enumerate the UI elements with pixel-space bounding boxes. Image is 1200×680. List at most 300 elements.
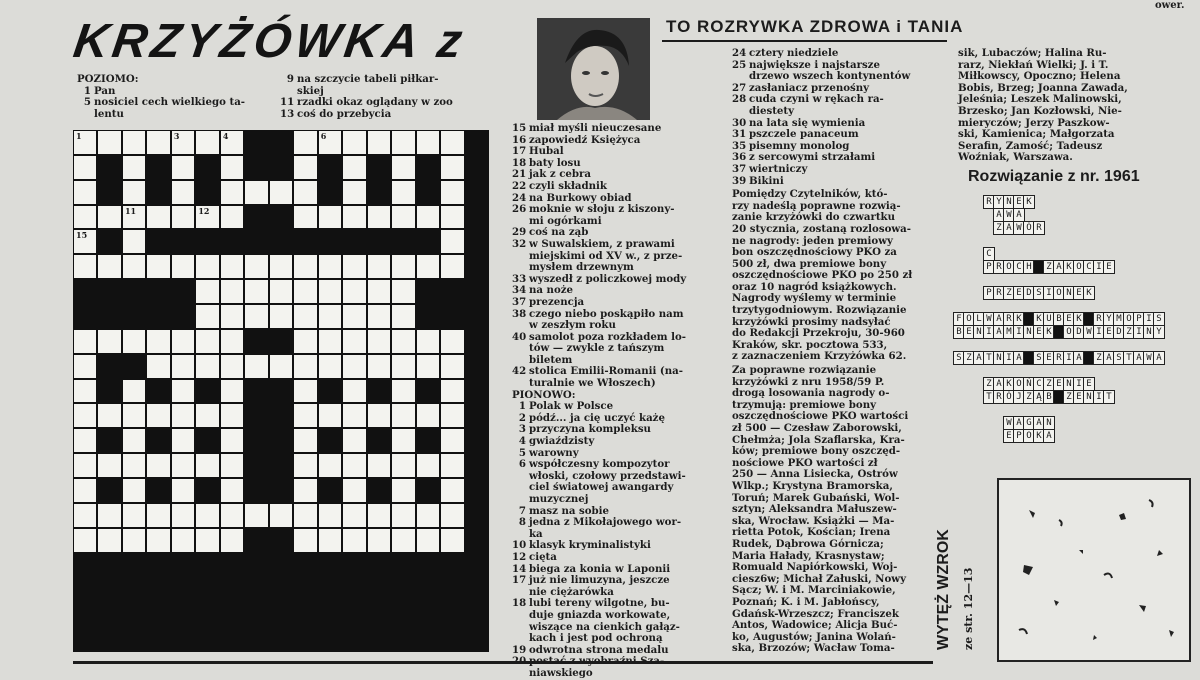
grid-cell[interactable]: [270, 181, 292, 204]
solution-cell: S: [1033, 351, 1045, 365]
solution-cell: W: [1013, 221, 1025, 235]
grid-cell[interactable]: [417, 131, 439, 154]
grid-cell[interactable]: [221, 280, 243, 303]
grid-cell[interactable]: [221, 156, 243, 179]
grid-cell[interactable]: [221, 355, 243, 378]
solution-cell: R: [993, 286, 1005, 300]
solution-cell: A: [993, 325, 1005, 339]
grid-cell[interactable]: [221, 255, 243, 278]
grid-cell[interactable]: [368, 330, 390, 353]
grid-cell[interactable]: [294, 181, 316, 204]
solution-cell: D: [1113, 325, 1125, 339]
grid-cell[interactable]: [417, 206, 439, 229]
grid-cell[interactable]: [392, 156, 414, 179]
grid-cell[interactable]: [172, 330, 194, 353]
solution-cell: R: [1093, 312, 1105, 326]
grid-cell[interactable]: [368, 206, 390, 229]
solution-cell: B: [1043, 390, 1055, 404]
clue-number: 38: [512, 307, 527, 320]
solution-cell: J: [1013, 390, 1025, 404]
clue-text: odwrotna strona medalu: [529, 643, 669, 656]
clue-text: Pan: [94, 84, 116, 97]
grid-cell[interactable]: [147, 355, 169, 378]
grid-cell[interactable]: [319, 255, 341, 278]
grid-cell[interactable]: [417, 454, 439, 477]
solution-cell: I: [1013, 325, 1025, 339]
grid-cell[interactable]: [343, 504, 365, 527]
grid-cell[interactable]: [392, 454, 414, 477]
clue-number: 8: [518, 516, 526, 529]
grid-cell[interactable]: [319, 330, 341, 353]
grid-cell[interactable]: [221, 380, 243, 403]
grid-cell[interactable]: [368, 504, 390, 527]
grid-cell[interactable]: [196, 404, 218, 427]
solution-cell: A: [1053, 260, 1065, 274]
grid-cell[interactable]: [221, 479, 243, 502]
grid-cell[interactable]: [74, 131, 96, 154]
grid-cell[interactable]: [441, 181, 463, 204]
grid-cell[interactable]: [123, 330, 145, 353]
grid-cell[interactable]: [74, 255, 96, 278]
winners-line: sztyn; Aleksandra Małuszew-: [732, 503, 897, 516]
grid-cell[interactable]: [294, 206, 316, 229]
grid-cell[interactable]: [74, 355, 96, 378]
grid-cell[interactable]: [368, 355, 390, 378]
grid-cell[interactable]: [74, 529, 96, 552]
solution-cell: C: [1033, 377, 1045, 391]
grid-cell[interactable]: [123, 404, 145, 427]
grid-cell[interactable]: [245, 280, 267, 303]
grid-cell[interactable]: [294, 280, 316, 303]
grid-cell[interactable]: [319, 280, 341, 303]
grid-cell[interactable]: [196, 504, 218, 527]
grid-cell[interactable]: [245, 255, 267, 278]
winners-line: ków; premiowe bony oszczęd-: [732, 445, 901, 458]
grid-cell[interactable]: [294, 355, 316, 378]
solution-cell: E: [1073, 286, 1085, 300]
grid-cell[interactable]: [368, 305, 390, 328]
grid-cell[interactable]: [368, 280, 390, 303]
grid-cell[interactable]: [343, 380, 365, 403]
grid-cell[interactable]: [98, 454, 120, 477]
grid-cell[interactable]: [392, 305, 414, 328]
grid-cell[interactable]: [319, 529, 341, 552]
clue-text: czyli składnik: [529, 179, 607, 192]
solution-cell: O: [1073, 260, 1085, 274]
solution-cell: D: [1023, 286, 1035, 300]
solution-cell: K: [1033, 429, 1045, 443]
grid-cell[interactable]: [245, 355, 267, 378]
grid-cell[interactable]: [294, 330, 316, 353]
header-rule: [662, 40, 947, 42]
prize-line: Nagrody wyślemy w terminie: [732, 292, 897, 305]
grid-cell[interactable]: [319, 454, 341, 477]
grid-cell[interactable]: [98, 504, 120, 527]
grid-cell[interactable]: [392, 206, 414, 229]
solution-cell: R: [1053, 351, 1065, 365]
grid-cell[interactable]: [417, 255, 439, 278]
clue-text: stolica Emilii-Romanii (na-: [529, 365, 683, 378]
solution-cell: O: [1013, 377, 1025, 391]
grid-cell[interactable]: [417, 404, 439, 427]
winners-line: Za poprawne rozwiązanie: [732, 364, 877, 377]
grid-cell[interactable]: [147, 404, 169, 427]
grid-cell[interactable]: [221, 454, 243, 477]
grid-cell[interactable]: [294, 479, 316, 502]
solution-cell: I: [1093, 325, 1105, 339]
grid-cell[interactable]: [74, 429, 96, 452]
grid-cell[interactable]: [343, 429, 365, 452]
grid-cell[interactable]: [74, 156, 96, 179]
grid-cell[interactable]: [368, 404, 390, 427]
grid-cell[interactable]: [196, 255, 218, 278]
grid-cell[interactable]: [172, 255, 194, 278]
clue-number: 34: [512, 284, 527, 297]
clue-number: 25: [732, 58, 747, 71]
grid-cell[interactable]: [196, 131, 218, 154]
grid-cell[interactable]: [123, 206, 145, 229]
grid-cell[interactable]: [294, 156, 316, 179]
solution-cell: N: [1083, 390, 1095, 404]
grid-cell[interactable]: [319, 131, 341, 154]
grid-cell[interactable]: [343, 181, 365, 204]
grid-cell[interactable]: [343, 529, 365, 552]
grid-cell[interactable]: [294, 255, 316, 278]
solution-cell: O: [1023, 429, 1035, 443]
clue-line: [512, 668, 737, 680]
solution-cell: K: [1063, 260, 1075, 274]
grid-cell[interactable]: [123, 504, 145, 527]
grid-cell[interactable]: [196, 280, 218, 303]
grid-cell[interactable]: [392, 404, 414, 427]
grid-cell[interactable]: [172, 131, 194, 154]
clue-text: wiertniczy: [749, 162, 808, 175]
grid-cell[interactable]: [123, 380, 145, 403]
grid-cell[interactable]: [441, 404, 463, 427]
grid-cell[interactable]: [392, 355, 414, 378]
grid-cell[interactable]: [343, 255, 365, 278]
grid-cell[interactable]: [196, 305, 218, 328]
grid-cell[interactable]: [123, 131, 145, 154]
clue-text: włoski, czołowy przedstawi-: [529, 469, 686, 482]
grid-cell[interactable]: [368, 131, 390, 154]
grid-cell[interactable]: [319, 504, 341, 527]
grid-cell[interactable]: [196, 330, 218, 353]
grid-cell[interactable]: [123, 529, 145, 552]
grid-cell[interactable]: [123, 479, 145, 502]
grid-cell[interactable]: [441, 230, 463, 253]
clue-text: Hubal: [529, 145, 564, 158]
grid-cell[interactable]: [368, 529, 390, 552]
solution-cell: Z: [1093, 351, 1105, 365]
grid-cell[interactable]: [270, 504, 292, 527]
grid-cell[interactable]: [221, 504, 243, 527]
grid-cell[interactable]: [147, 454, 169, 477]
grid-cell[interactable]: [294, 305, 316, 328]
grid-cell[interactable]: [270, 280, 292, 303]
solution-cell: P: [983, 260, 995, 274]
clue-line: [512, 378, 737, 390]
grid-cell[interactable]: [98, 330, 120, 353]
solution-cell: I: [1043, 286, 1055, 300]
grid-cell[interactable]: [172, 429, 194, 452]
grid-cell[interactable]: [123, 156, 145, 179]
grid-cell[interactable]: [319, 206, 341, 229]
grid-cell[interactable]: [270, 355, 292, 378]
clue-text: moknie w słoju z kiszony-: [529, 203, 675, 216]
clue-number: 27: [732, 81, 747, 94]
grid-cell[interactable]: [147, 255, 169, 278]
clue-number: 14: [512, 562, 527, 575]
clue-number: 17: [512, 145, 527, 158]
grid-cell[interactable]: [221, 404, 243, 427]
grid-cell[interactable]: [441, 131, 463, 154]
solution-cell: O: [1053, 286, 1065, 300]
clue-text: niawskiego: [529, 666, 593, 679]
grid-cell[interactable]: [147, 206, 169, 229]
winners-line: trzymują: premiowe bony: [732, 398, 877, 411]
grid-cell[interactable]: [319, 305, 341, 328]
grid-cell[interactable]: [221, 330, 243, 353]
grid-cell[interactable]: [441, 330, 463, 353]
grid-cell[interactable]: [343, 206, 365, 229]
grid-cell[interactable]: [172, 355, 194, 378]
solution-cell: E: [1033, 325, 1045, 339]
solution-cell: R: [993, 390, 1005, 404]
clue-number: 35: [732, 139, 747, 152]
clue-text: mysłem drzewnym: [529, 261, 634, 274]
grid-cell[interactable]: [392, 330, 414, 353]
grid-cell[interactable]: [172, 404, 194, 427]
solution-cell: E: [1103, 260, 1115, 274]
clue-number: 24: [512, 191, 527, 204]
winners-line: Antos, Wadowice; Alicja Buć-: [732, 619, 898, 632]
clues-poziomo-left: [77, 74, 245, 120]
grid-cell[interactable]: [123, 255, 145, 278]
solution-cell: E: [1083, 377, 1095, 391]
grid-cell[interactable]: [417, 355, 439, 378]
clue-number: 16: [512, 133, 527, 146]
grid-cell[interactable]: [441, 355, 463, 378]
grid-cell[interactable]: [441, 380, 463, 403]
grid-cell[interactable]: [123, 454, 145, 477]
grid-cell[interactable]: [417, 529, 439, 552]
grid-cell[interactable]: [221, 206, 243, 229]
grid-cell[interactable]: [221, 305, 243, 328]
grid-cell[interactable]: [98, 255, 120, 278]
grid-cell[interactable]: [441, 479, 463, 502]
grid-cell[interactable]: [74, 380, 96, 403]
grid-cell[interactable]: [319, 404, 341, 427]
grid-cell[interactable]: [343, 404, 365, 427]
clue-number: 42: [512, 365, 527, 378]
grid-cell[interactable]: [392, 131, 414, 154]
grid-cell[interactable]: [294, 404, 316, 427]
grid-cell[interactable]: [74, 206, 96, 229]
grid-cell[interactable]: [74, 454, 96, 477]
grid-cell[interactable]: [172, 206, 194, 229]
grid-cell[interactable]: [294, 529, 316, 552]
grid-cell[interactable]: [343, 280, 365, 303]
clue-number: 5: [83, 96, 91, 109]
clues-column-2: [512, 123, 737, 680]
grid-cell[interactable]: [343, 131, 365, 154]
grid-cell[interactable]: [123, 230, 145, 253]
grid-cell[interactable]: [245, 181, 267, 204]
grid-cell[interactable]: [343, 305, 365, 328]
grid-cell[interactable]: [147, 131, 169, 154]
grid-cell[interactable]: [172, 479, 194, 502]
grid-cell[interactable]: [294, 454, 316, 477]
clue-text: na Burkowy obiad: [529, 191, 632, 204]
grid-cell[interactable]: [441, 156, 463, 179]
grid-cell[interactable]: [343, 479, 365, 502]
grid-cell[interactable]: [441, 429, 463, 452]
grid-cell[interactable]: [98, 404, 120, 427]
solution-cell: I: [1143, 312, 1155, 326]
grid-cell[interactable]: [196, 206, 218, 229]
clue-number: 30: [732, 116, 747, 129]
grid-cell[interactable]: [392, 429, 414, 452]
solution-cell: M: [1113, 312, 1125, 326]
solution-cell: P: [983, 286, 995, 300]
grid-cell[interactable]: [294, 504, 316, 527]
grid-cell[interactable]: [98, 529, 120, 552]
grid-cell[interactable]: [172, 529, 194, 552]
clue-number: 19: [512, 643, 527, 656]
grid-cell[interactable]: [319, 355, 341, 378]
grid-cell[interactable]: [74, 404, 96, 427]
grid-cell[interactable]: [196, 529, 218, 552]
grid-cell[interactable]: [417, 330, 439, 353]
grid-cell[interactable]: [441, 206, 463, 229]
prize-line: z zaznaczeniem Krzyżówka 62.: [732, 350, 907, 363]
winners-line: Miłkowscy, Opoczno; Helena: [958, 70, 1121, 83]
solution-cell: Z: [963, 351, 975, 365]
clue-text: Bikini: [749, 174, 784, 187]
grid-cell[interactable]: [221, 529, 243, 552]
clue-text: diestety: [749, 104, 795, 117]
solution-cell: O: [1063, 325, 1075, 339]
solution-cell: I: [1003, 351, 1015, 365]
grid-cell[interactable]: [74, 330, 96, 353]
grid-cell[interactable]: [172, 380, 194, 403]
solution-cell: A: [1153, 351, 1165, 365]
prize-line: oszczędnościowe PKO po 250 zł: [732, 269, 913, 282]
clue-number: 11: [280, 96, 295, 109]
grid-cell[interactable]: [294, 429, 316, 452]
grid-cell[interactable]: [294, 131, 316, 154]
grid-cell[interactable]: [392, 504, 414, 527]
grid-cell[interactable]: [98, 131, 120, 154]
solution-cell: Z: [983, 377, 995, 391]
solution-cell: P: [1013, 429, 1025, 443]
grid-cell[interactable]: [441, 504, 463, 527]
solution-cell: T: [983, 351, 995, 365]
solution-cell: N: [993, 351, 1005, 365]
grid-cell[interactable]: [123, 181, 145, 204]
grid-cell[interactable]: [147, 504, 169, 527]
grid-cell[interactable]: [392, 380, 414, 403]
grid-cell[interactable]: [245, 305, 267, 328]
grid-cell[interactable]: [270, 305, 292, 328]
solution-cell: N: [1043, 416, 1055, 430]
grid-cell[interactable]: [294, 380, 316, 403]
grid-cell[interactable]: [74, 504, 96, 527]
grid-cell[interactable]: [74, 181, 96, 204]
grid-cell[interactable]: [441, 454, 463, 477]
solution-cell: Z: [1123, 325, 1135, 339]
grid-cell[interactable]: [392, 280, 414, 303]
poziomo-heading: POZIOMO:: [77, 73, 139, 85]
grid-cell[interactable]: [392, 181, 414, 204]
grid-cell[interactable]: [196, 454, 218, 477]
grid-cell[interactable]: [74, 230, 96, 253]
grid-cell[interactable]: [270, 255, 292, 278]
solution-title: Rozwiązanie z nr. 1961: [968, 168, 1140, 185]
grid-cell[interactable]: [172, 454, 194, 477]
grid-cell[interactable]: [245, 504, 267, 527]
clues-column-3: [732, 48, 942, 655]
solution-cell: B: [953, 325, 965, 339]
cell-number: 12: [198, 205, 210, 216]
grid-cell[interactable]: [98, 206, 120, 229]
grid-cell[interactable]: [343, 355, 365, 378]
solution-cell: E: [1003, 429, 1015, 443]
grid-cell[interactable]: [392, 529, 414, 552]
cell-number: 1: [76, 131, 82, 141]
solution-cell: T: [1103, 390, 1115, 404]
winners-line: Gdańsk-Wrzeszcz; Franciszek: [732, 607, 899, 620]
grid-cell[interactable]: [441, 529, 463, 552]
solution-cell: A: [1003, 221, 1015, 235]
grid-cell[interactable]: [343, 454, 365, 477]
grid-cell[interactable]: [147, 330, 169, 353]
clue-number: 12: [512, 550, 527, 563]
grid-cell[interactable]: [147, 529, 169, 552]
grid-cell[interactable]: [172, 156, 194, 179]
grid-cell[interactable]: [343, 156, 365, 179]
winners-line: ciesz6w; Michał Załuski, Nowy: [732, 572, 906, 585]
clue-text: cuda czyni w rękach ra-: [749, 93, 884, 106]
solution-cell: C: [1013, 260, 1025, 274]
grid-cell[interactable]: [221, 429, 243, 452]
clue-number: 36: [732, 151, 747, 164]
grid-cell[interactable]: [343, 330, 365, 353]
grid-cell[interactable]: [392, 479, 414, 502]
clue-number: 22: [512, 179, 527, 192]
prize-line: ne nagrody: jeden premiowy: [732, 234, 893, 247]
grid-cell[interactable]: [172, 504, 194, 527]
grid-cell[interactable]: [441, 255, 463, 278]
solution-cell: R: [1033, 221, 1045, 235]
grid-cell[interactable]: [368, 255, 390, 278]
grid-cell[interactable]: [196, 355, 218, 378]
grid-cell[interactable]: [172, 181, 194, 204]
cell-number: 3: [173, 131, 180, 141]
grid-cell[interactable]: [417, 504, 439, 527]
grid-cell[interactable]: [392, 255, 414, 278]
grid-cell[interactable]: [123, 429, 145, 452]
grid-cell[interactable]: [368, 454, 390, 477]
grid-cell[interactable]: [74, 479, 96, 502]
grid-cell[interactable]: [221, 181, 243, 204]
clues-poziomo-right: [280, 74, 453, 120]
solution-cell: G: [1023, 416, 1035, 430]
wzrok-title: WYTĘŻ WZROK: [935, 529, 952, 650]
clue-text: samolot poza rozkładem lo-: [529, 330, 687, 343]
grid-cell[interactable]: [221, 131, 243, 154]
